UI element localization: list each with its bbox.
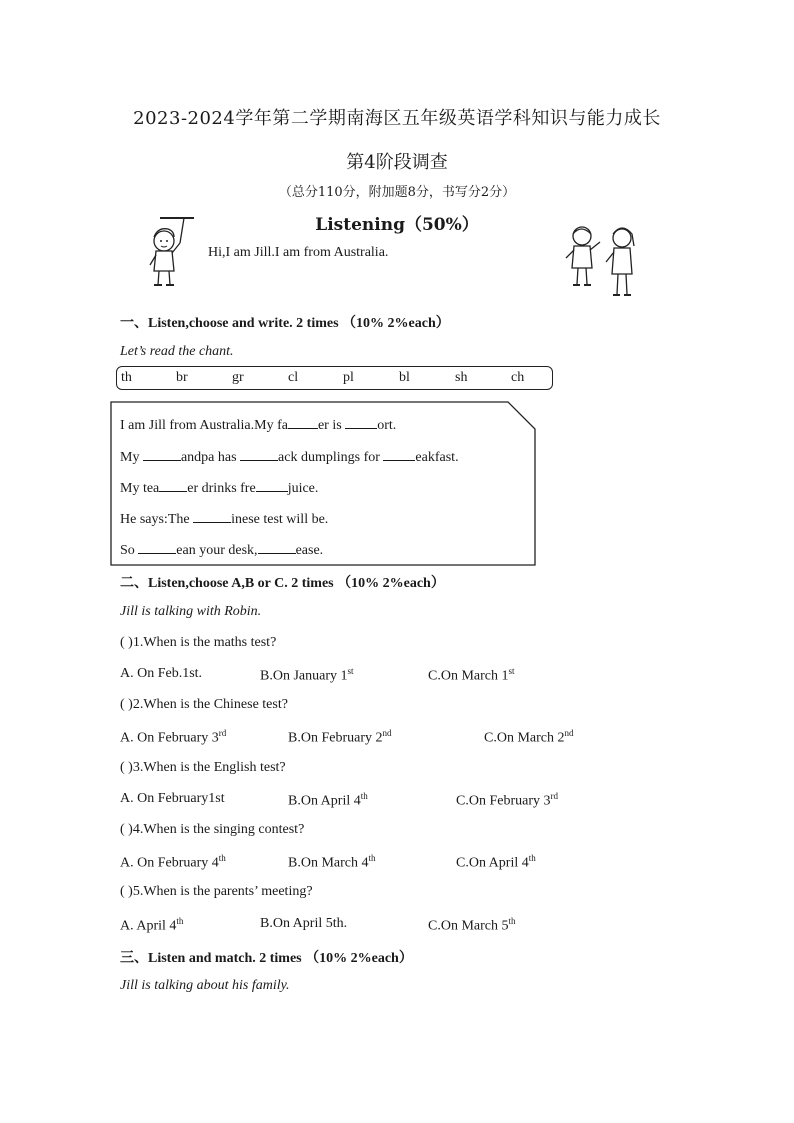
q1-option-b: B.On January 1st bbox=[260, 666, 354, 684]
section2-instruction: Jill is talking with Robin. bbox=[120, 604, 262, 619]
q4-option-a: A. On February 4th bbox=[120, 853, 226, 871]
listening-heading: Listening（50%） bbox=[315, 215, 479, 235]
letter-option: sh bbox=[455, 370, 468, 385]
letter-option: pl bbox=[343, 370, 354, 385]
section3-instruction: Jill is talking about his family. bbox=[120, 978, 290, 993]
two-kids-illustration bbox=[560, 222, 642, 302]
q3-option-a: A. On February1st bbox=[120, 791, 225, 806]
chant-line-3: My tea er drinks fre juice. bbox=[120, 481, 319, 496]
q1-option-a: A. On Feb.1st. bbox=[120, 666, 203, 681]
answer-blank[interactable] bbox=[345, 416, 377, 429]
letter-option: cl bbox=[288, 370, 299, 385]
answer-blank[interactable] bbox=[159, 479, 187, 492]
answer-blank[interactable] bbox=[258, 541, 296, 554]
exam-title: 2023-2024学年第二学期南海区五年级英语学科知识与能力成长 bbox=[133, 108, 661, 129]
question-3: ( )3.When is the English test? bbox=[120, 760, 286, 775]
q1-option-c: C.On March 1st bbox=[428, 666, 515, 684]
question-5: ( )5.When is the parents’ meeting? bbox=[120, 884, 313, 899]
q5-option-a: A. April 4th bbox=[120, 916, 184, 934]
question-1: ( )1.When is the maths test? bbox=[120, 635, 277, 650]
answer-blank[interactable] bbox=[143, 448, 181, 461]
q4-option-c: C.On April 4th bbox=[456, 853, 536, 871]
question-2: ( )2.When is the Chinese test? bbox=[120, 697, 288, 712]
question-4: ( )4.When is the singing contest? bbox=[120, 822, 305, 837]
intro-line: Hi,I am Jill.I am from Australia. bbox=[208, 245, 389, 260]
chant-line-5: So ean your desk, ease. bbox=[120, 543, 324, 558]
section1-instruction: Let’s read the chant. bbox=[120, 344, 234, 359]
section3-heading: 三、Listen and match. 2 times （10% 2%each） bbox=[120, 951, 413, 966]
q2-option-a: A. On February 3rd bbox=[120, 728, 227, 746]
q4-option-b: B.On March 4th bbox=[288, 853, 376, 871]
section1-heading: 一、Listen,choose and write. 2 times （10% 2%each） bbox=[120, 316, 450, 331]
q5-option-b: B.On April 5th. bbox=[260, 916, 348, 931]
q2-option-c: C.On March 2nd bbox=[484, 728, 574, 746]
answer-blank[interactable] bbox=[288, 416, 318, 429]
q2-option-b: B.On February 2nd bbox=[288, 728, 392, 746]
girl-waving-illustration bbox=[144, 215, 200, 291]
chant-line-1: I am Jill from Australia.My fa er is ort. bbox=[120, 418, 397, 433]
q3-option-b: B.On April 4th bbox=[288, 791, 368, 809]
letter-option: bl bbox=[399, 370, 410, 385]
score-note: （总分110分，附加题8分，书写分2分） bbox=[278, 185, 516, 200]
q3-option-c: C.On February 3rd bbox=[456, 791, 558, 809]
answer-blank[interactable] bbox=[138, 541, 176, 554]
exam-subtitle: 第4阶段调查 bbox=[346, 152, 448, 173]
q5-option-c: C.On March 5th bbox=[428, 916, 516, 934]
answer-blank[interactable] bbox=[240, 448, 278, 461]
chant-line-2: My andpa has ack dumplings for eakfast. bbox=[120, 450, 459, 465]
answer-blank[interactable] bbox=[193, 510, 231, 523]
letter-options-box bbox=[116, 366, 553, 390]
answer-blank[interactable] bbox=[383, 448, 415, 461]
chant-line-4: He says:The inese test will be. bbox=[120, 512, 329, 527]
letter-option: th bbox=[121, 370, 132, 385]
letter-option: br bbox=[176, 370, 188, 385]
letter-option: gr bbox=[232, 370, 244, 385]
section2-heading: 二、Listen,choose A,B or C. 2 times （10% 2%each） bbox=[120, 576, 445, 591]
answer-blank[interactable] bbox=[256, 479, 288, 492]
letter-option: ch bbox=[511, 370, 525, 385]
